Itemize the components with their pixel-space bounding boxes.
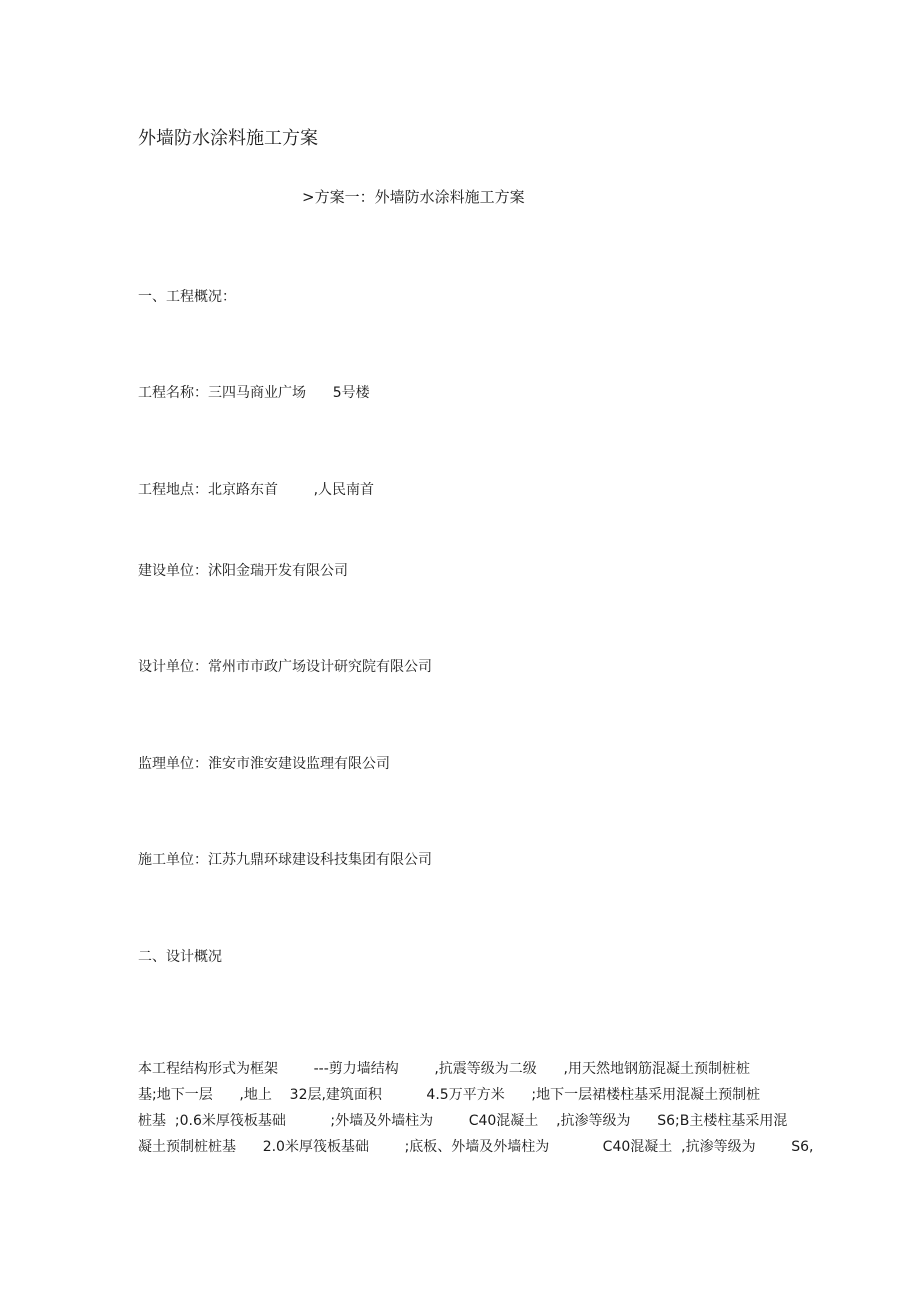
project-location-line: 工程地点：北京路东首 ,人民南首 (138, 482, 375, 498)
paragraph-line: 基;地下一层 ,地上 32层,建筑面积 4.5万平方米 ;地下一层裙楼柱基采用混凝土预制桩 (138, 1087, 761, 1103)
project-name-line: 工程名称：三四马商业广场 5号楼 (138, 385, 370, 401)
contractor-line: 施工单位：江苏九鼎环球建设科技集团有限公司 (138, 852, 432, 868)
section-heading-overview: 一、工程概况： (138, 289, 236, 305)
paragraph-line: 本工程结构形式为框架 ---剪力墙结构 ,抗震等级为二级 ,用天然地钢筋混凝土预制桩桩 (138, 1061, 750, 1077)
design-paragraph (138, 1056, 858, 1160)
paragraph-line: 桩基 ;0.6米厚筏板基础 ;外墙及外墙柱为 C40混凝土 ,抗渗等级为 S6;B主楼柱基采用混 (138, 1113, 788, 1129)
designer-line: 设计单位：常州市市政广场设计研究院有限公司 (138, 659, 432, 675)
supervisor-line: 监理单位：淮安市淮安建设监理有限公司 (138, 756, 390, 772)
paragraph-line: 凝土预制桩桩基 2.0米厚筏板基础 ;底板、外墙及外墙柱为 C40混凝土 ,抗渗等级为 S6, (138, 1139, 814, 1155)
client-line: 建设单位：沭阳金瑞开发有限公司 (138, 563, 348, 579)
section-heading-design: 二、设计概况 (138, 949, 222, 965)
document-title: 外墙防水涂料施工方案 (138, 128, 318, 149)
document-subtitle: >方案一：外墙防水涂料施工方案 (302, 188, 525, 206)
